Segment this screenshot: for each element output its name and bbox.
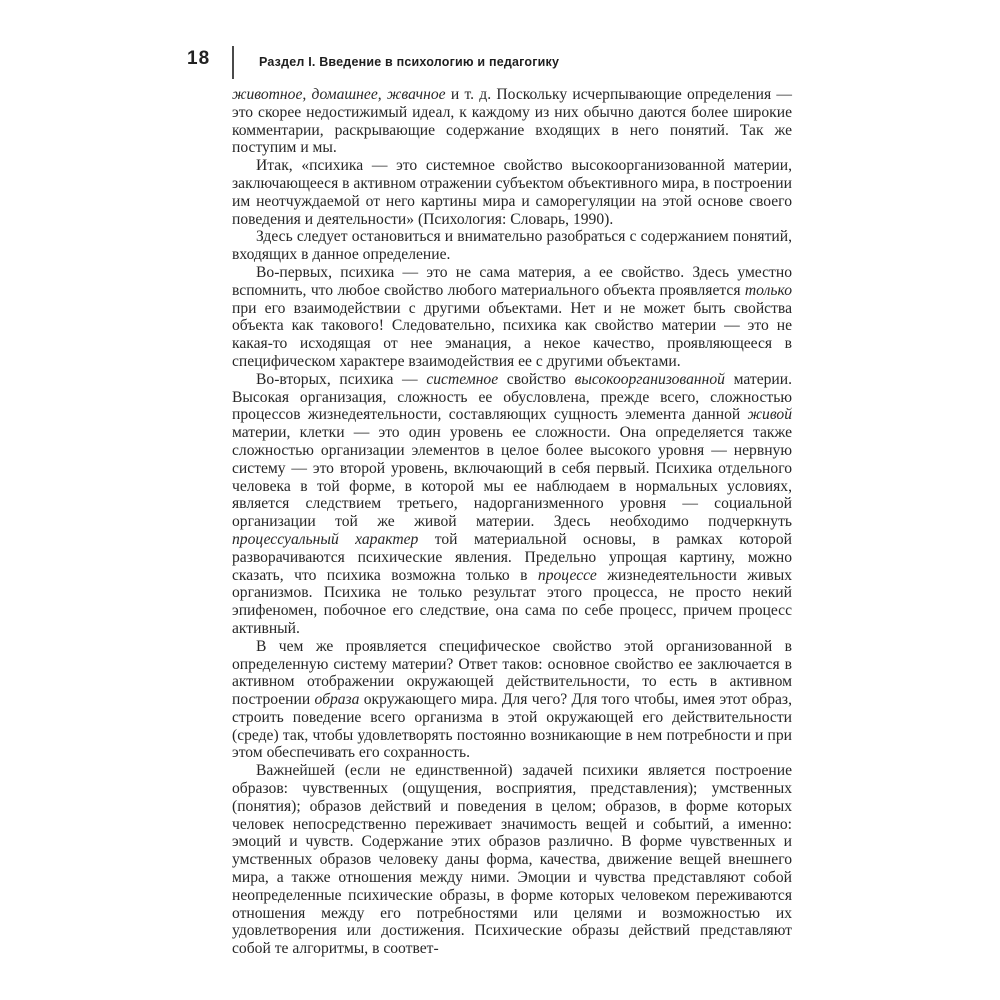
paragraph [232,228,792,264]
paragraph [232,638,792,763]
text-run: Во-вторых, психика — [256,370,427,388]
paragraph [232,86,792,157]
text-run: Здесь следует остановиться и внимательно разобраться с содержанием понятий, входящих в данное определение. [232,228,792,264]
italic-text-run: животное, домашнее, жвачное [232,86,446,103]
text-run: материи. Высокая организация, сложность ее обусловлена, прежде всего, сложностью процессов жизнедеятельности, составляющих сущность элемента данной [232,370,793,424]
body-text [232,86,792,958]
header-divider-line [232,46,234,79]
running-head: Раздел I. Введение в психологию и педагогику [259,55,560,69]
italic-text-run: высокоорганизованной [574,370,725,388]
italic-text-run: живой [747,406,792,424]
text-run: материи, клетки — это один уровень ее сложности. Она определяется также сложностью организации элементов в целое более высокого уровня — нервную систему — это второй уровень, включающий в себя первый. Психика отдельного человека в той форме, в которой мы ее наблюдаем в нормальных условиях, является следствием третьего, надорганизменного уровня — социальной организации той же живой материи. Здесь необходимо подчеркнуть [232,424,792,531]
text-run: и т. д. Поскольку исчерпывающие определения — это скорее недостижимый идеал, к каждому из них обычно даются более широкие комментарии, раскрывающие содержание входящих в него понятий. Так же поступим и мы. [232,86,792,157]
text-run: жизнедеятельности живых организмов. Психика не только результат этого процесса, не просто некий эпифеномен, побочное его следствие, она сама по себе процесс, причем процесс активный. [232,566,792,637]
text-run: Во-первых, психика — это не сама материя, а ее свойство. Здесь уместно вспомнить, что любое свойство любого материального объекта проявляется [232,263,792,299]
text-run: В чем же проявляется специфическое свойство этой организованной в определенную систему материи? Ответ таков: основное свойство ее заключается в активном отображении окружающей действительности, то есть в активном построении [232,637,792,709]
italic-text-run: процессе [537,566,597,584]
text-run: свойство [498,370,575,388]
paragraph [232,371,792,638]
text-run: той материальной основы, в рамках которой разворачиваются психические явления. Предельно упрощая картину, можно сказать, что психика возможна только в [232,530,792,584]
text-run: Важнейшей (если не единственной) задачей психики является построение образов: чувственных (ощущения, восприятия, представления); умственных (понятия); образов действий и поведения в целом; образов, в форме которых человек непосредственно переживает значимость вещей и событий, а именно: эмоций и чувств. Содержание этих образов различно. В форме чувственных и умственных образов человеку даны форма, качества, движение вещей внешнего мира, а также отношения между ними. Эмоции и чувства представляют собой неопределенные психические образы, в форме которых человеком переживаются отношения между его потребностями или целями и возможностью их удовлетворения или достижения. Психические образы действий представляют собой те алгоритмы, в соответ- [232,762,792,958]
italic-text-run: системное [426,370,499,388]
italic-text-run: процессуальный характер [232,530,419,548]
text-run: Итак, «психика — это системное свойство высокоорганизованной материи, заключающееся в активном отражении субъектом объективного мира, в построении им неотчуждаемой от него картины мира и саморегуляции на этой основе своего поведения и деятельности» (Психология: Словарь, 1990). [232,157,792,228]
paragraph [232,157,792,228]
italic-text-run: только [744,281,792,299]
paragraph [232,762,792,958]
text-run: при его взаимодействии с другими объектами. Нет и не может быть свойства объекта как такового! Следовательно, психика как свойство материи — это не какая-то исходящая от нее эманация, а некое качество, проявляющееся в специфическом характере взаимодействия ее с другими объектами. [232,299,792,370]
text-run: окружающего мира. Для чего? Для того чтобы, имея этот образ, строить поведение всего организма в этой окружающей его действительности (среде) так, чтобы удовлетворять постоянно возникающие в нем потребности и при этом обеспечивать его сохранность. [232,691,792,762]
page-number: 18 [187,48,211,69]
italic-text-run: образа [314,691,360,709]
paragraph [232,264,792,371]
